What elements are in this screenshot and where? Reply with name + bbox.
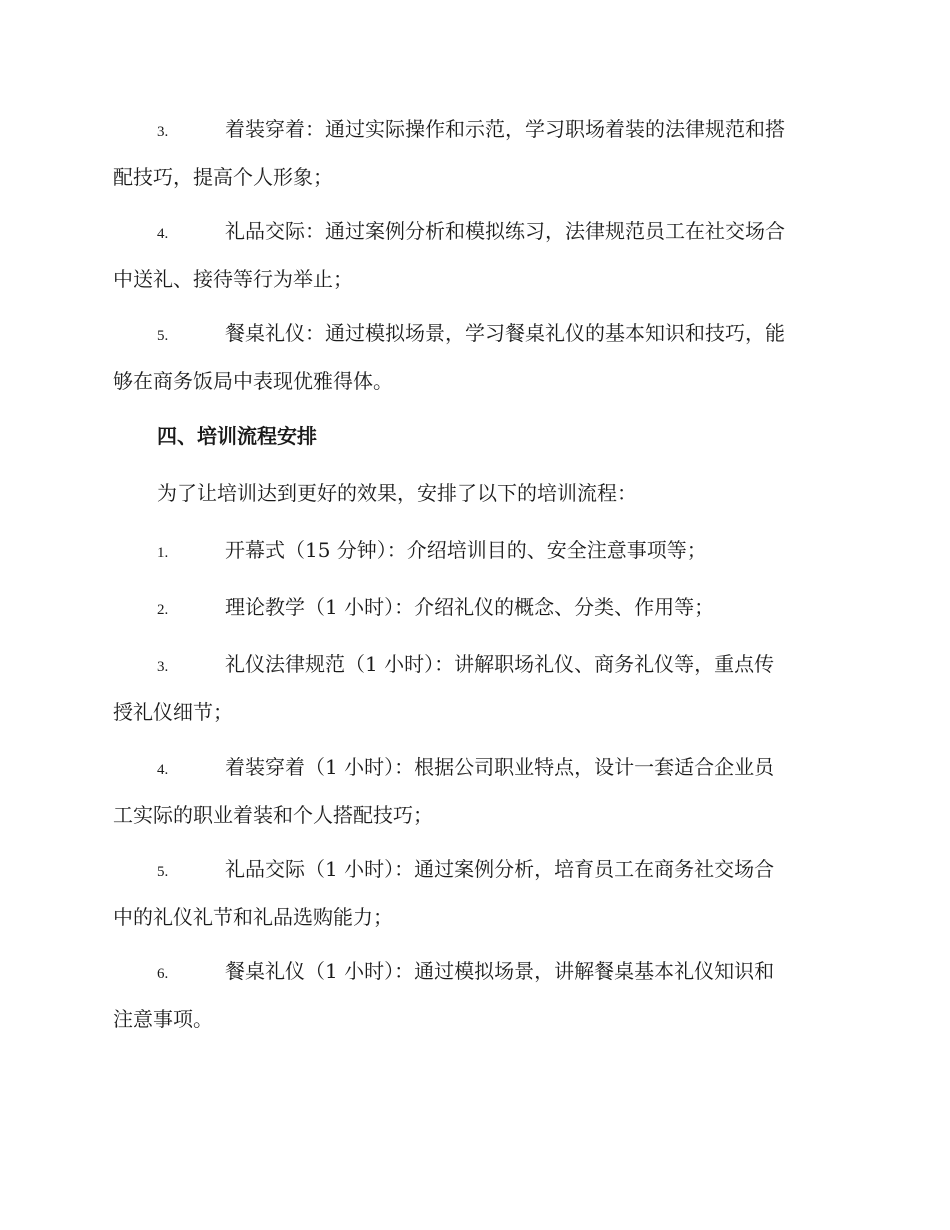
list-item-gift-session xyxy=(113,847,833,940)
list-number: 4. xyxy=(157,226,169,242)
list-item-attire xyxy=(113,107,833,200)
intro-paragraph: 为了让培训达到更好的效果，安排了以下的培训流程： xyxy=(157,481,637,505)
list-text-continued: 授礼仪细节； xyxy=(113,700,233,724)
section-heading: 四、培训流程安排 xyxy=(157,424,317,448)
list-item-dining-session xyxy=(113,949,833,1042)
list-item-opening xyxy=(113,528,833,576)
list-text: 礼仪法律规范（1 小时）：讲解职场礼仪、商务礼仪等，重点传 xyxy=(225,652,775,676)
list-text: 餐桌礼仪：通过模拟场景，学习餐桌礼仪的基本知识和技巧，能 xyxy=(225,321,785,345)
list-text-continued: 够在商务饭局中表现优雅得体。 xyxy=(113,369,393,393)
list-text-continued: 注意事项。 xyxy=(113,1007,213,1031)
list-text: 着装穿着：通过实际操作和示范，学习职场着装的法律规范和搭 xyxy=(225,117,785,141)
list-number: 3. xyxy=(157,124,169,140)
list-number: 5. xyxy=(157,864,169,880)
list-text-continued: 工实际的职业着装和个人搭配技巧； xyxy=(113,803,433,827)
list-number: 2. xyxy=(157,602,169,618)
list-text-continued: 中的礼仪礼节和礼品选购能力； xyxy=(113,905,393,929)
list-number: 6. xyxy=(157,966,169,982)
list-text: 礼品交际（1 小时）：通过案例分析，培育员工在商务社交场合 xyxy=(225,857,775,881)
list-text: 着装穿着（1 小时）：根据公司职业特点，设计一套适合企业员 xyxy=(225,755,775,779)
list-number: 3. xyxy=(157,659,169,675)
list-item-attire-session xyxy=(113,745,833,838)
list-text: 开幕式（15 分钟）：介绍培训目的、安全注意事项等； xyxy=(225,538,707,562)
list-item-etiquette-law xyxy=(113,642,833,735)
list-text-continued: 中送礼、接待等行为举止； xyxy=(113,267,353,291)
list-text: 礼品交际：通过案例分析和模拟练习，法律规范员工在社交场合 xyxy=(225,219,785,243)
list-item-theory xyxy=(113,585,833,633)
list-text: 理论教学（1 小时）：介绍礼仪的概念、分类、作用等； xyxy=(225,595,715,619)
list-number: 1. xyxy=(157,545,169,561)
list-item-gift xyxy=(113,209,833,302)
list-text-continued: 配技巧，提高个人形象； xyxy=(113,165,333,189)
list-number: 4. xyxy=(157,762,169,778)
list-number: 5. xyxy=(157,328,169,344)
list-text: 餐桌礼仪（1 小时）：通过模拟场景，讲解餐桌基本礼仪知识和 xyxy=(225,959,775,983)
list-item-dining xyxy=(113,311,833,404)
